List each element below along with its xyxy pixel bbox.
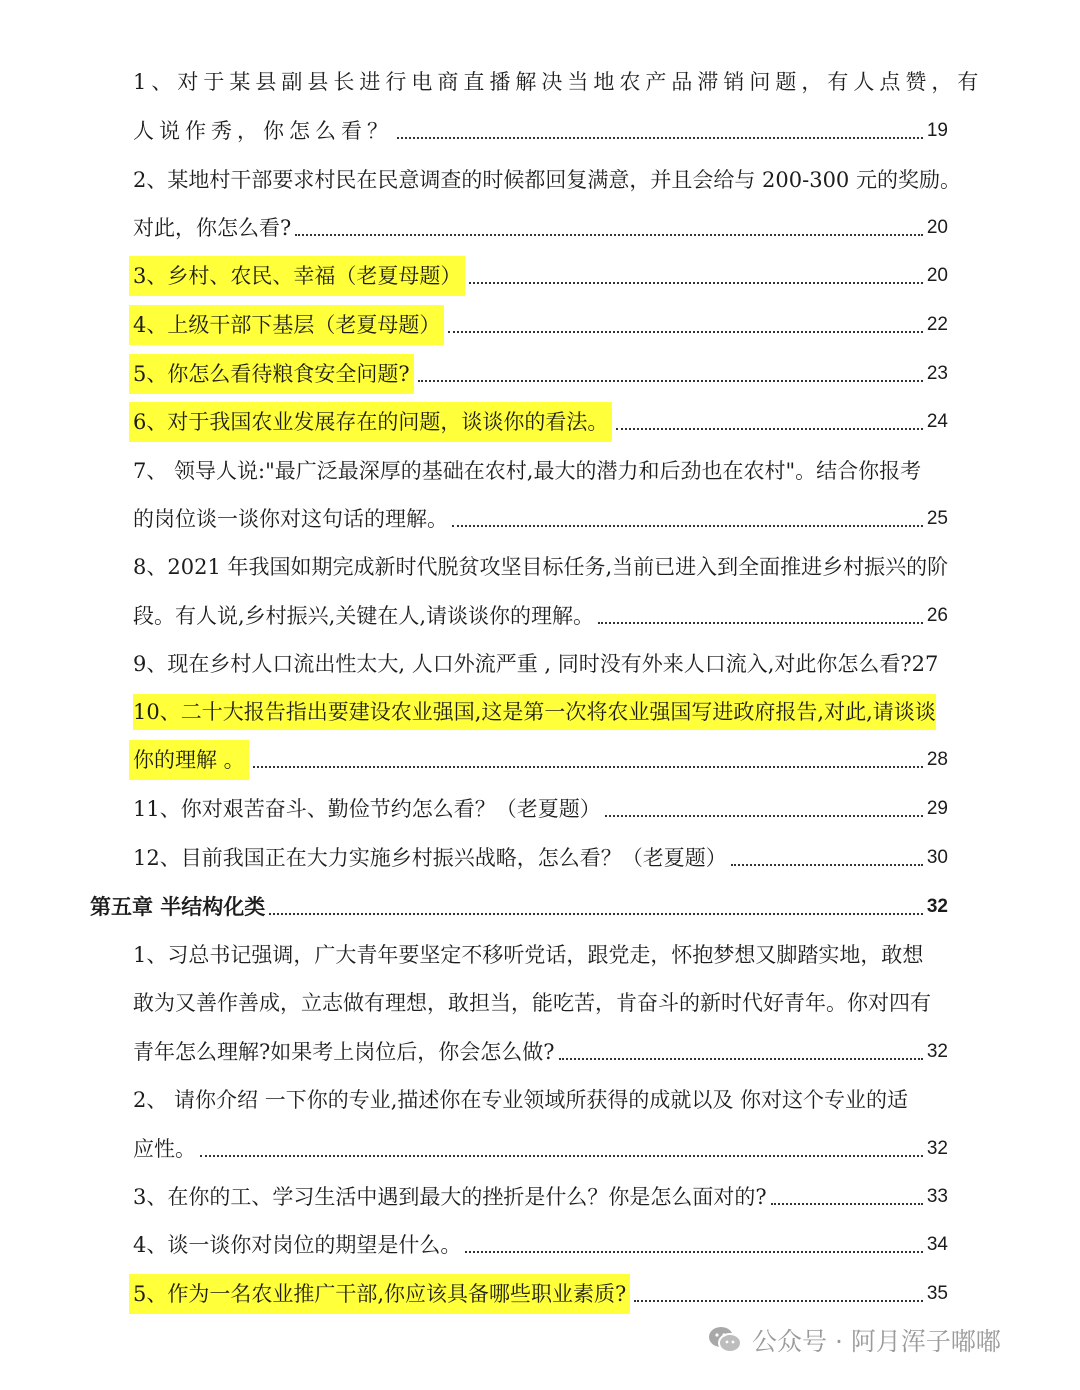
toc-c5-item-1-line2: 敢为又善作善成，立志做有理想，敢担当，能吃苦，肯奋斗的新时代好青年。你对四有 xyxy=(133,991,931,1015)
toc-c5-item-1-line3[interactable]: 青年怎么理解?如果考上岗位后，你会怎么做? 32 xyxy=(133,1034,948,1070)
toc-item-6[interactable] xyxy=(133,404,948,440)
toc-item-2-line2[interactable]: 对此，你怎么看? 20 xyxy=(133,210,948,246)
toc-c5-item-2-line2[interactable]: 应性。 32 xyxy=(133,1131,948,1167)
toc-item-5[interactable] xyxy=(133,356,948,392)
page-number: 26 xyxy=(926,605,948,626)
toc-item-10-line2[interactable] xyxy=(133,742,948,778)
highlighted-text: 6、对于我国农业发展存在的问题，谈谈你的看法。 xyxy=(129,402,612,442)
page-number: 33 xyxy=(926,1186,948,1207)
watermark-text: 公众号 · 阿月浑子嘟嘟 xyxy=(752,1327,1001,1356)
highlighted-text: 5、作为一名农业推广干部,你应该具备哪些职业素质? xyxy=(129,1274,630,1314)
toc-item-4[interactable] xyxy=(133,307,948,343)
toc-c5-item-5[interactable] xyxy=(133,1276,948,1312)
highlighted-text: 10、二十大报告指出要建设农业强国,这是第一次将农业强国写进政府报告,对此,请谈谈 xyxy=(133,694,936,730)
toc-item-9[interactable]: 9、现在乡村人口流出性太大, 人口外流严重 , 同时没有外来人口流入,对此你怎么看?27 xyxy=(133,652,939,676)
toc-item-2-line1: 2、某地村干部要求村民在民意调查的时候都回复满意，并且会给与 200-300 元的奖励。 xyxy=(133,168,961,192)
page-number: 20 xyxy=(926,265,948,286)
toc-c5-item-3[interactable]: 3、在你的工、学习生活中遇到最大的挫折是什么？你是怎么面对的? 33 xyxy=(133,1179,948,1215)
page-number: 19 xyxy=(926,120,948,141)
chapter-title: 第五章 半结构化类 xyxy=(90,895,266,919)
page-number: 28 xyxy=(926,749,948,770)
highlighted-text: 4、上级干部下基层（老夏母题） xyxy=(129,305,444,345)
page-number: 29 xyxy=(926,798,948,819)
page-number: 32 xyxy=(926,896,948,917)
toc-item-7-line2[interactable]: 的岗位谈一谈你对这句话的理解。 25 xyxy=(133,501,948,537)
highlighted-text: 3、乡村、农民、幸福（老夏母题） xyxy=(129,256,465,296)
wechat-icon xyxy=(708,1325,742,1355)
page-number: 30 xyxy=(926,847,948,868)
toc-c5-item-4[interactable]: 4、谈一谈你对岗位的期望是什么。 34 xyxy=(133,1227,948,1263)
toc-item-1-line1: 1、对于某县副县长进行电商直播解决当地农产品滞销问题，有人点赞，有 xyxy=(133,70,984,94)
page-number: 22 xyxy=(926,314,948,335)
page-number: 25 xyxy=(926,508,948,529)
highlighted-text: 你的理解 。 xyxy=(129,740,249,780)
toc-item-11[interactable]: 11、你对艰苦奋斗、勤俭节约怎么看？（老夏题） 29 xyxy=(133,791,948,827)
page-number: 34 xyxy=(926,1234,948,1255)
toc-item-3[interactable] xyxy=(133,258,948,294)
toc-chapter-5[interactable] xyxy=(90,889,948,925)
toc-item-10-line1 xyxy=(133,694,948,730)
highlighted-text: 5、你怎么看待粮食安全问题? xyxy=(129,354,414,394)
toc-c5-item-2-line1: 2、 请你介绍 一下你的专业,描述你在专业领域所获得的成就以及 你对这个专业的适 xyxy=(133,1088,909,1112)
toc-item-8-line2[interactable]: 段。有人说,乡村振兴,关键在人,请谈谈你的理解。 26 xyxy=(133,598,948,634)
toc-item-12[interactable]: 12、目前我国正在大力实施乡村振兴战略，怎么看？（老夏题） 30 xyxy=(133,840,948,876)
page-number: 24 xyxy=(926,411,948,432)
toc-item-1-line2[interactable]: 人说作秀，你怎么看？ 19 xyxy=(133,113,948,149)
page-number: 35 xyxy=(926,1283,948,1304)
page-number: 32 xyxy=(926,1041,948,1062)
page-number: 23 xyxy=(926,363,948,384)
watermark xyxy=(708,1318,1001,1362)
toc-item-7-line1: 7、 领导人说:"最广泛最深厚的基础在农村,最大的潜力和后劲也在农村"。结合你报考 xyxy=(133,459,922,483)
page-number: 20 xyxy=(926,217,948,238)
toc-item-8-line1: 8、2021 年我国如期完成新时代脱贫攻坚目标任务,当前已进入到全面推进乡村振兴的阶 xyxy=(133,555,949,579)
page-number: 32 xyxy=(926,1138,948,1159)
toc-c5-item-1-line1: 1、习总书记强调，广大青年要坚定不移听党话，跟党走，怀抱梦想又脚踏实地，敢想 xyxy=(133,943,924,967)
